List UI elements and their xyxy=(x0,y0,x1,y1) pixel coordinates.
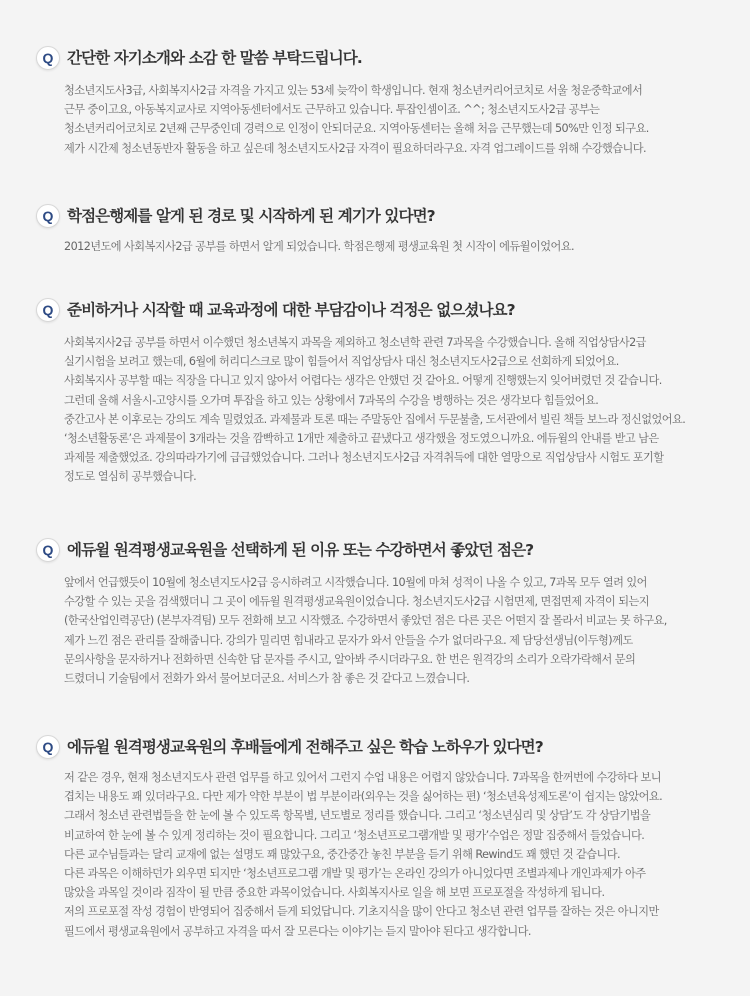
answer-text xyxy=(64,768,724,941)
answer-line: (한국산업인력공단) (본부자격팀) 모두 전화해 보고 시작했죠. 수강하면서 좋았던 점은 다른 곳은 어떤지 잘 몰라서 비교는 못 하구요, xyxy=(64,614,667,628)
question-text: 에듀윌 원격평생교육원의 후배들에게 전해주고 싶은 학습 노하우가 있다면? xyxy=(67,738,543,756)
answer-line: 저의 프로포절 작성 경험이 반영되어 집중해서 듣게 되었답니다. 기초지식을 많이 안다고 청소년 관련 업무를 잘하는 것은 아니지만 xyxy=(64,905,659,919)
answer-line: 비교하여 한 눈에 볼 수 있게 정리하는 것이 필요합니다. 그리고 ‘청소년프로그램개발 및 평가’수업은 정말 집중해서 들었습니다. xyxy=(64,828,645,842)
answer-line: 중간고사 본 이후로는 강의도 계속 밀렸었죠. 과제물과 토론 때는 주말동안 집에서 두문불출, 도서관에서 빌린 책들 보느라 정신없었어요. xyxy=(64,412,686,426)
q-badge-icon: Q xyxy=(36,298,60,322)
question-row xyxy=(0,204,750,228)
answer-line: 그래서 청소년 관련법들을 한 눈에 볼 수 있도록 항목별, 년도별로 정리를 했습니다. 그리고 ‘청소년심리 및 상담’도 각 상담기법을 xyxy=(64,809,651,823)
qa-item-5 xyxy=(0,735,750,938)
answer-line: 과제물 제출했었죠. 강의따라가기에 급급했었습니다. 그러나 청소년지도사2급 자격취득에 대한 열망으로 직업상담사 시험도 포기할 xyxy=(64,451,664,465)
qa-item-3 xyxy=(0,298,750,484)
answer-line: 제가 느낀 점은 관리를 잘해줍니다. 강의가 밀리면 힘내라고 문자가 와서 안들을 수가 없더라구요. 제 담당선생님(이두형)께도 xyxy=(64,633,633,647)
answer-line: 필드에서 평생교육원에서 공부하고 자격을 따서 잘 모른다는 이야기는 듣지 말아야 된다고 생각합니다. xyxy=(64,924,531,938)
question-text: 에듀윌 원격평생교육원을 선택하게 된 이유 또는 수강하면서 좋았던 점은? xyxy=(67,541,534,559)
answer-line: 그런데 올해 서울시-고양시를 오가며 투잡을 하고 있는 상황에서 7과목의 수강을 병행하는 것은 생각보다 힘들었어요. xyxy=(64,393,599,407)
answer-text xyxy=(64,573,724,688)
question-row xyxy=(0,46,750,70)
q-badge-icon: Q xyxy=(36,735,60,759)
q-badge-icon: Q xyxy=(36,204,60,228)
answer-line: 앞에서 언급했듯이 10월에 청소년지도사2급 응시하려고 시작했습니다. 10월에 마쳐 성적이 나올 수 있고, 7과목 모두 열려 있어 xyxy=(64,576,647,589)
answer-line: 근무 중이고요, 아동복지교사로 지역아동센터에서도 근무하고 있습니다. 투잡인셈이죠. ^^; 청소년지도사2급 공부는 xyxy=(64,103,600,117)
question-text: 학점은행제를 알게 된 경로 및 시작하게 된 계기가 있다면? xyxy=(67,207,435,225)
answer-text xyxy=(64,237,724,256)
answer-line: 수강할 수 있는 곳을 검색했더니 그 곳이 에듀윌 원격평생교육원이었습니다. 청소년지도사2급 시험면제, 면접면제 자격이 되는지 xyxy=(64,595,650,609)
answer-line: 문의사항을 문자하거나 전화하면 신속한 답 문자를 주시고, 알아봐 주시더라구요. 한 번은 원격강의 소리가 오락가락해서 문의 xyxy=(64,652,636,666)
answer-line: 제가 시간제 청소년동반자 활동을 하고 싶은데 청소년지도사2급 자격이 필요하더라구요. 자격 업그레이드를 위해 수강했습니다. xyxy=(64,141,647,155)
question-row xyxy=(0,298,750,322)
answer-line: 2012년도에 사회복지사2급 공부를 하면서 알게 되었습니다. 학점은행제 평생교육원 첫 시작이 에듀윌이었어요. xyxy=(64,240,574,253)
qa-item-1 xyxy=(0,46,750,155)
qa-item-2 xyxy=(0,204,750,253)
question-text: 준비하거나 시작할 때 교육과정에 대한 부담감이나 걱정은 없으셨나요? xyxy=(67,301,515,319)
question-row xyxy=(0,735,750,759)
answer-line: 청소년커리어코치로 2년째 근무중인데 경력으로 인정이 안되더군요. 지역아동센터는 올해 처음 근무했는데 50%만 인정 되구요. xyxy=(64,122,649,136)
answer-line: 겹치는 내용도 꽤 있더라구요. 다만 제가 약한 부분이 법 부분이라(외우는 것을 싫어하는 편) ‘청소년육성제도론’이 쉽지는 않았어요. xyxy=(64,790,663,804)
answer-line: 많았을 과목일 것이라 짐작이 될 만큼 중요한 과목이었습니다. 사회복지사로 일을 해 보면 프로포절을 작성하게 됩니다. xyxy=(64,886,605,900)
answer-line: 드렸더니 기술팀에서 전화가 와서 물어보더군요. 서비스가 참 좋은 것 같다고 느꼈습니다. xyxy=(64,671,470,685)
answer-line: ‘청소년활동론’은 과제물이 3개라는 것을 깜빡하고 1개만 제출하고 끝냈다고 생각했을 정도였으니까요. 에듀윌의 안내를 받고 남은 xyxy=(64,431,659,445)
answer-line: 실기시험을 보려고 했는데, 6월에 허리디스크로 많이 힘들어서 직업상담사 대신 청소년지도사2급으로 선회하게 되었어요. xyxy=(64,355,619,369)
answer-line: 저 같은 경우, 현재 청소년지도사 관련 업무를 하고 있어서 그런지 수업 내용은 어렵지 않았습니다. 7과목을 한꺼번에 수강하다 보니 xyxy=(64,771,662,784)
q-badge-icon: Q xyxy=(36,538,60,562)
q-badge-icon: Q xyxy=(36,46,60,70)
answer-line: 사회복지사2급 공부를 하면서 이수했던 청소년복지 과목을 제외하고 청소년학 관련 7과목을 수강했습니다. 올해 직업상담사2급 xyxy=(64,336,646,349)
question-row xyxy=(0,538,750,562)
qa-item-4 xyxy=(0,538,750,685)
answer-text xyxy=(64,333,724,487)
answer-line: 다른 과목은 이해하던가 외우면 되지만 ‘청소년프로그램 개발 및 평가’는 온라인 강의가 아니었다면 조별과제나 개인과제가 아주 xyxy=(64,866,646,880)
answer-line: 사회복지사 공부할 때는 직장을 다니고 있지 않아서 어렵다는 생각은 안했던 것 같아요. 어떻게 진행했는지 잊어버렸던 것 같습니다. xyxy=(64,374,662,388)
answer-line: 청소년지도사3급, 사회복지사2급 자격을 가지고 있는 53세 늦깍이 학생입니다. 현재 청소년커리어코치로 서울 청운중학교에서 xyxy=(64,84,643,97)
question-text: 간단한 자기소개와 소감 한 말씀 부탁드립니다. xyxy=(67,49,362,67)
answer-line: 정도로 열심히 공부했습니다. xyxy=(64,470,197,484)
answer-line: 다른 교수님들과는 달리 교재에 없는 설명도 꽤 많았구요, 중간중간 놓친 부분을 듣기 위해 Rewind도 꽤 했던 것 같습니다. xyxy=(64,847,620,861)
answer-text xyxy=(64,81,724,158)
